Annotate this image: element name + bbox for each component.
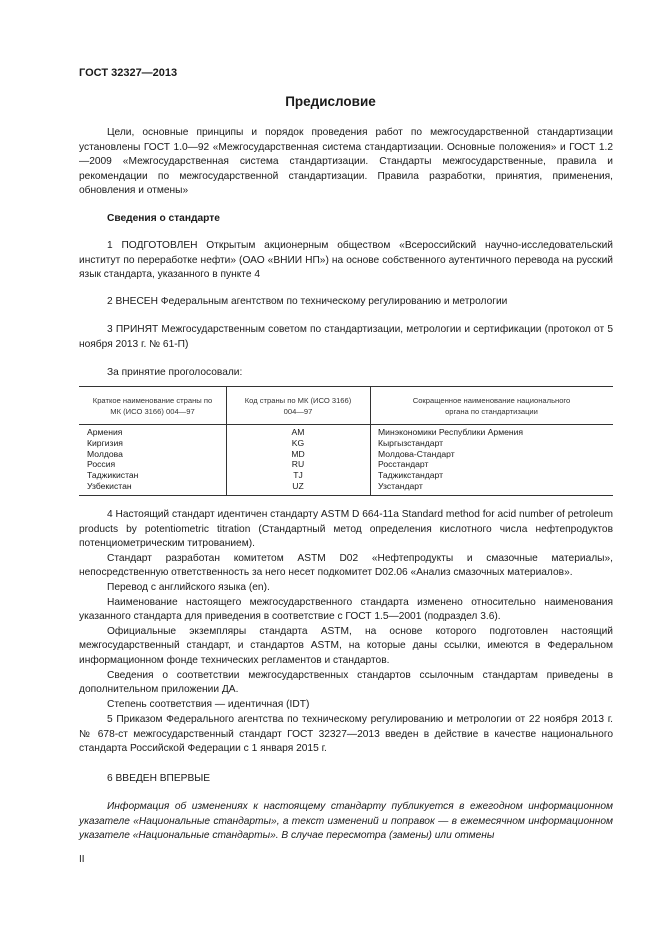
section-heading: Сведения о стандарте — [107, 213, 220, 224]
table-standards-bodies: Минэкономики Республики Армения Кыргызстандарт Молдова-Стандарт Росстандарт Таджикстандарт Узстандарт — [378, 427, 524, 491]
item-5-paragraph: 5 Приказом Федерального агентства по техническому регулированию и метрологии от 22 ноября 2013 г. № 678-ст межгосударственный стандарт ГОСТ 32327—2013 введен в действие в качестве национального стандарта Российской Федерации с 1 января 2015 г. — [79, 714, 613, 755]
page-number: II — [79, 854, 85, 865]
intro-paragraph-block — [79, 126, 613, 199]
item-1-block — [79, 239, 613, 283]
item-4-translation: Перевод с английского языка (en). — [107, 581, 270, 593]
item-4-block — [79, 508, 613, 712]
item-3-block — [79, 323, 613, 352]
item-4-references: Сведения о соответствии межгосударственных стандартов ссылочным стандартам приведены в дополнительном приложении ДА. — [79, 669, 613, 696]
table-header-body: Сокращенное наименование национального органа по стандартизации — [412, 396, 571, 416]
item-6-paragraph: 6 ВВЕДЕН ВПЕРВЫЕ — [107, 773, 211, 784]
table-country-codes: AM KG MD RU TJ UZ — [291, 427, 305, 491]
item-4-name-change: Наименование настоящего межгосударственного стандарта изменено относительно наименования указанного стандарта для приведения в соответствие с ГОСТ 1.5—2001 (подраздел 3.6). — [79, 596, 613, 623]
item-2-block — [79, 295, 613, 310]
table-column-country — [79, 387, 227, 495]
item-2-paragraph: 2 ВНЕСЕН Федеральным агентством по техническому регулированию и метрологии — [107, 296, 508, 307]
item-4-conformity: Степень соответствия — идентичная (IDT) — [107, 698, 310, 710]
table-column-body — [370, 387, 613, 495]
item-5-block — [79, 713, 613, 757]
vote-label-block — [79, 366, 613, 381]
item-1-paragraph: 1 ПОДГОТОВЛЕН Открытым акционерным обществом «Всероссийский научно-исследовательский институт по переработке нефти» (ОАО «ВНИИ НП») на основе собственного аутентичного перевода на русский язык стандарта, указанного в пункте 4 — [79, 240, 613, 281]
table-header-code: Код страны по МК (ИСО 3166) 004—97 — [244, 396, 352, 416]
voting-table — [79, 386, 613, 496]
table-column-code — [226, 387, 371, 495]
change-info-paragraph: Информация об изменениях к настоящему стандарту публикуется в ежегодном информационном указателе «Национальные стандарты», а текст изменений и поправок — в ежемесячном информационном указателе «Национальные стандарты». В случае пересмотра (замены) или отмены — [79, 801, 613, 842]
item-4-paragraph: 4 Настоящий стандарт идентичен стандарту ASTM D 664-11a Standard method for acid number of petroleum products by potentiometric titration (Стандартный метод определения кислотного числа нефтепродуктов потенциометрическим титрованием). — [79, 509, 613, 550]
document-code-header: ГОСТ 32327—2013 — [79, 67, 178, 79]
intro-paragraph: Цели, основные принципы и порядок проведения работ по межгосударственной стандартизации установлены ГОСТ 1.0—92 «Межгосударственная система стандартизации. Основные положения» и ГОСТ 1.2—2009 «Межгосударственная система стандартизации. Стандарты межгосударственные, правила и рекомендации по межгосударственной стандартизации. Правила разработки, принятия, применения, обновления и отмены» — [79, 127, 613, 197]
table-header-country: Краткое наименование страны по МК (ИСО 3166) 004—97 — [92, 396, 213, 416]
item-6-block — [79, 772, 613, 787]
item-3-paragraph: 3 ПРИНЯТ Межгосударственным советом по стандартизации, метрологии и сертификации (протокол от 5 ноября 2013 г. № 61-П) — [79, 324, 613, 350]
item-4-committee: Стандарт разработан комитетом ASTM D02 «Нефтепродукты и смазочные материалы», непосредственную ответственность за него несет подкомитет D02.06 «Анализ смазочных материалов». — [79, 552, 613, 579]
item-4-official-copies: Официальные экземпляры стандарта ASTM, на основе которого подготовлен настоящий межгосударственный стандарт, и стандартов ASTM, на которые даны ссылки, имеются в Федеральном информационном фонде технических регламентов и стандартов. — [79, 625, 613, 666]
table-country-names: Армения Киргизия Молдова Россия Таджикистан Узбекистан — [87, 427, 139, 491]
vote-label: За принятие проголосовали: — [107, 367, 243, 378]
change-info-block — [79, 800, 613, 844]
page-title: Предисловие — [285, 94, 376, 109]
